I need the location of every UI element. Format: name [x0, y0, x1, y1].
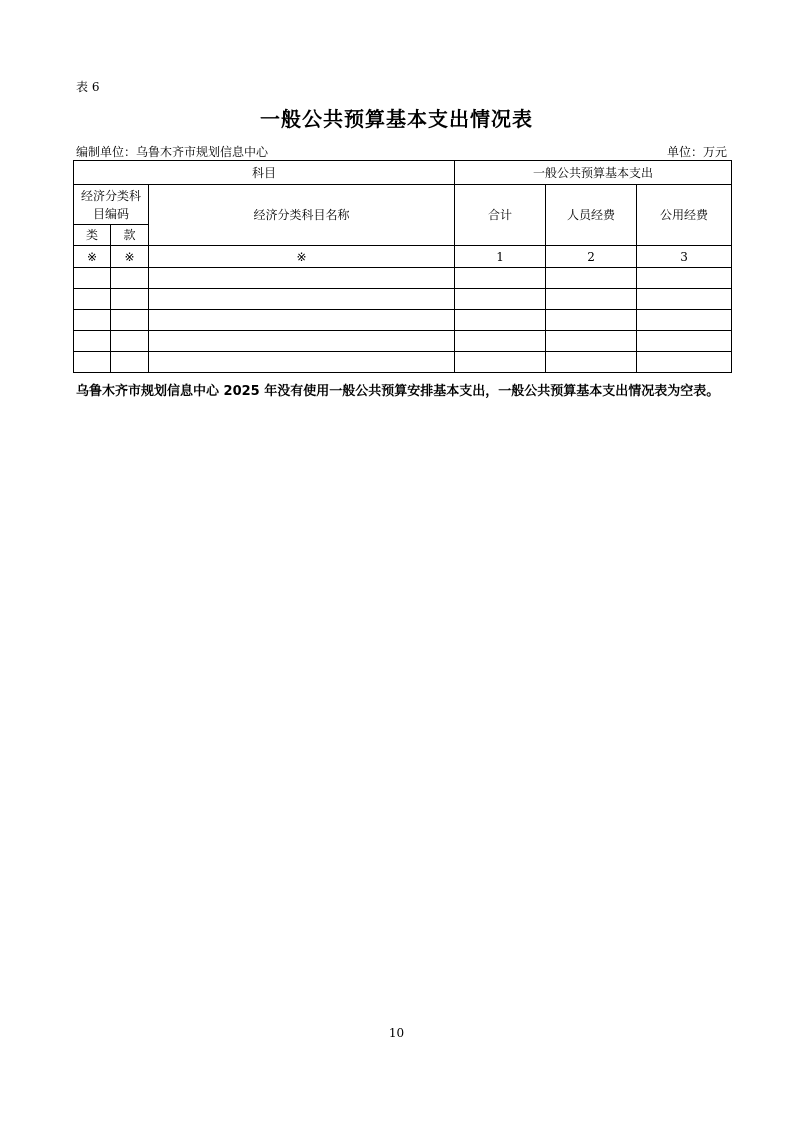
budget-expenditure-header: 一般公共预算基本支出 — [455, 161, 732, 185]
table-cell — [637, 352, 732, 373]
table-cell — [455, 268, 546, 289]
table-row — [74, 331, 732, 352]
personnel-expense-header: 人员经费 — [546, 185, 637, 246]
budget-table — [73, 160, 732, 373]
table-cell — [455, 289, 546, 310]
table-cell — [74, 268, 111, 289]
table-cell — [74, 289, 111, 310]
table-cell — [546, 352, 637, 373]
table-cell — [637, 310, 732, 331]
public-expense-header: 公用经费 — [637, 185, 732, 246]
table-cell — [111, 331, 149, 352]
page-title: 一般公共预算基本支出情况表 — [260, 107, 533, 131]
table-row — [74, 268, 732, 289]
table-cell — [637, 331, 732, 352]
table-cell — [637, 268, 732, 289]
table-cell — [149, 352, 455, 373]
table-row — [74, 352, 732, 373]
table-cell — [149, 310, 455, 331]
table-cell — [546, 310, 637, 331]
table-cell — [74, 310, 111, 331]
table-row — [74, 310, 732, 331]
table-number-label: 表 6 — [76, 80, 100, 94]
class-header: 类 — [74, 225, 111, 246]
table-row — [74, 289, 732, 310]
table-cell — [455, 331, 546, 352]
subject-header: 科目 — [74, 161, 455, 185]
table-cell — [546, 289, 637, 310]
table-cell — [74, 331, 111, 352]
page-number: 10 — [388, 1026, 405, 1040]
marker-row — [74, 246, 732, 268]
empty-table-note: 乌鲁木齐市规划信息中心 2025 年没有使用一般公共预算安排基本支出，一般公共预算基本支出情况表为空表。 — [76, 384, 720, 399]
table-cell — [149, 268, 455, 289]
econ-name-header: 经济分类科目名称 — [149, 185, 455, 246]
table-cell: ※ — [149, 246, 455, 268]
table-cell — [111, 268, 149, 289]
table-cell: ※ — [74, 246, 111, 268]
table-cell — [111, 352, 149, 373]
econ-code-header: 经济分类科目编码 — [74, 185, 149, 225]
table-cell: 3 — [637, 246, 732, 268]
table-cell: 2 — [546, 246, 637, 268]
table-cell — [111, 289, 149, 310]
table-cell — [74, 352, 111, 373]
table-cell — [637, 289, 732, 310]
table-cell — [111, 310, 149, 331]
table-cell — [546, 268, 637, 289]
table-cell — [149, 331, 455, 352]
table-cell: 1 — [455, 246, 546, 268]
table-cell — [546, 331, 637, 352]
total-header: 合计 — [455, 185, 546, 246]
compiling-unit: 编制单位：乌鲁木齐市规划信息中心 — [76, 145, 269, 159]
table-cell — [455, 352, 546, 373]
table-cell — [455, 310, 546, 331]
item-header: 款 — [111, 225, 149, 246]
currency-unit: 单位：万元 — [666, 145, 727, 159]
table-cell — [149, 289, 455, 310]
table-cell: ※ — [111, 246, 149, 268]
